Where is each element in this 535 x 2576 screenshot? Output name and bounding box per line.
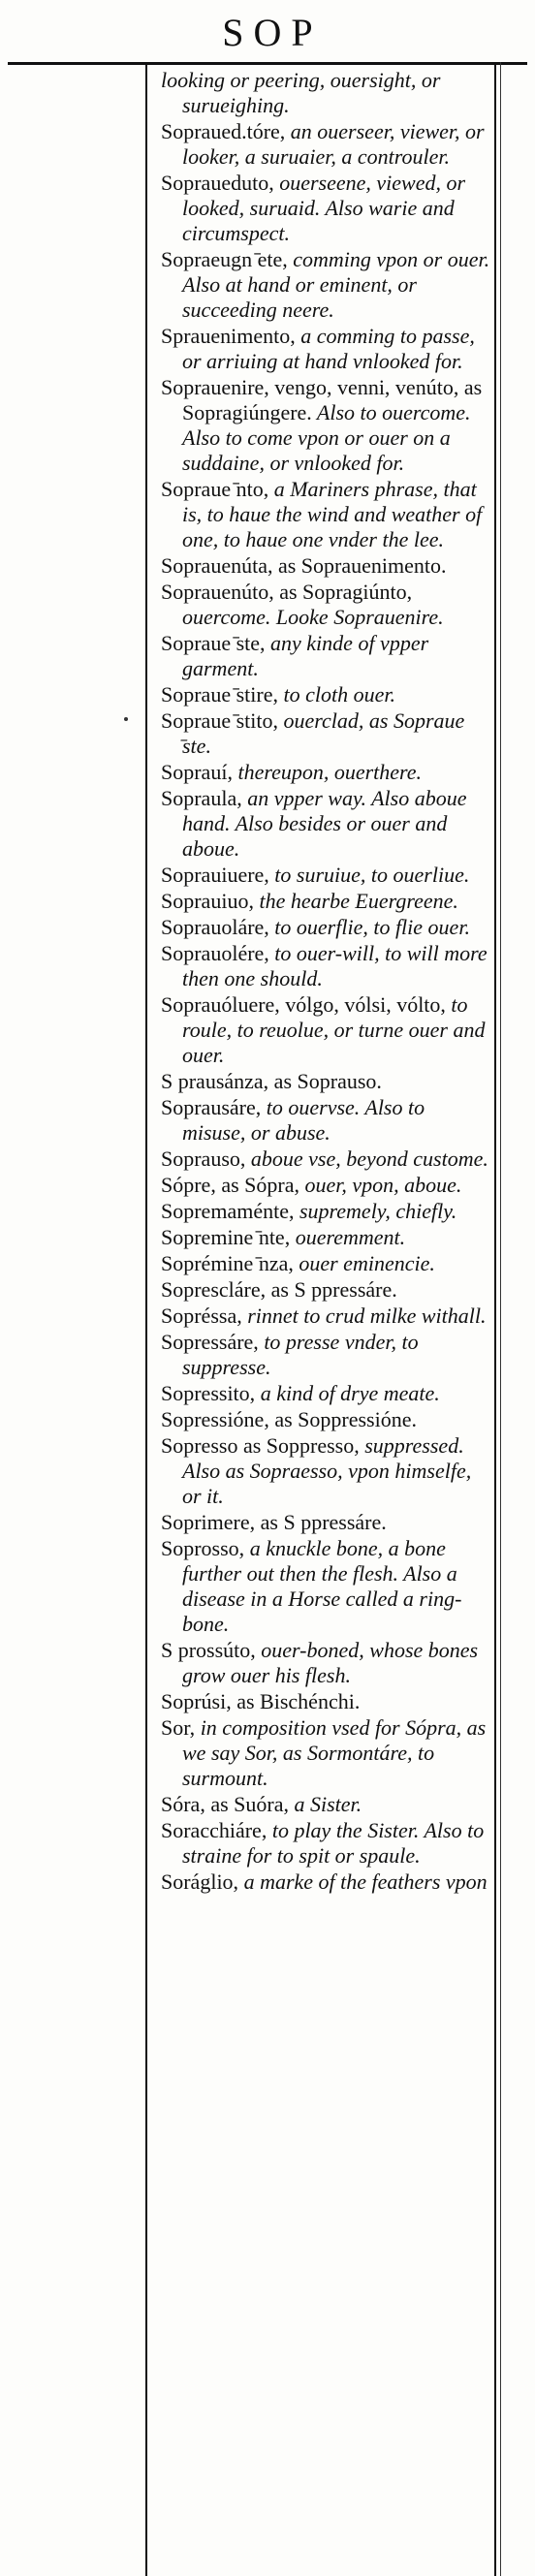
dictionary-entry <box>161 375 490 476</box>
entry-definition: a marke of the feathers vpon <box>238 1869 488 1894</box>
dictionary-entry <box>161 1689 490 1714</box>
dictionary-entry <box>161 1818 490 1869</box>
entry-headword: Sopraue ̄nto, <box>161 477 269 501</box>
entry-definition: ouer-boned, whose bones grow ouer his flesh. <box>182 1638 479 1687</box>
entry-definition: a Sister. <box>288 1792 362 1816</box>
entry-definition: suppressed. Also as Sopraesso, vpon himselfe, or it. <box>182 1433 472 1508</box>
entry-definition: comming vpon or ouer. Also at hand or eminent, or succeeding neere. <box>182 247 490 322</box>
entry-definition: rinnet to crud milke withall. <box>241 1304 487 1328</box>
entry-definition: looking or peering, ouersight, or surueighing. <box>161 68 441 117</box>
entry-headword: Sopressito, <box>161 1381 256 1405</box>
entry-headword: Soprauolére, <box>161 941 269 965</box>
entry-definition: to ouervse. Also to misuse, or abuse. <box>182 1095 425 1145</box>
dictionary-entry <box>161 1251 490 1276</box>
entry-headword: Sor, <box>161 1715 196 1740</box>
entry-headword: Soprauí, <box>161 760 233 784</box>
entry-headword: Sopremaménte, <box>161 1199 295 1223</box>
entry-definition: to roule, to reuolue, or turne ouer and ouer. <box>182 992 486 1067</box>
dictionary-entry <box>161 119 490 170</box>
entry-definition: to cloth ouer. <box>277 682 395 707</box>
dictionary-entry <box>161 477 490 552</box>
entry-headword: Soprúsi, as Bischénchi. <box>161 1689 361 1713</box>
dictionary-entry <box>161 1433 490 1509</box>
entry-definition: to suruiue, to ouerliue. <box>268 863 470 887</box>
dictionary-entry <box>161 247 490 323</box>
entry-list <box>161 68 490 1896</box>
entry-headword: Soprescláre, as S ppressáre. <box>161 1277 397 1302</box>
dictionary-entry <box>161 1277 490 1303</box>
entry-headword: Soprémine ̄nza, <box>161 1251 294 1275</box>
entry-definition: a knuckle bone, a bone further out then the flesh. Also a disease in a Horse called a ring-bone. <box>182 1536 462 1636</box>
dictionary-entry <box>161 553 490 579</box>
right-column-rule-inner <box>500 62 501 2576</box>
entry-headword: Soprauiuere, <box>161 863 269 887</box>
dictionary-entry <box>161 631 490 681</box>
entry-definition: an vpper way. Also aboue hand. Also besides or ouer and aboue. <box>182 786 467 861</box>
entry-headword: Sopraeugn ̄ete, <box>161 247 288 271</box>
dictionary-entry <box>161 1330 490 1380</box>
entry-definition: a kind of drye meate. <box>255 1381 440 1405</box>
entry-definition: supremely, chiefly. <box>294 1199 457 1223</box>
dictionary-entry <box>161 1095 490 1146</box>
dictionary-entry <box>161 1147 490 1172</box>
entry-definition: to ouerflie, to flie ouer. <box>268 915 470 939</box>
entry-definition: ouercome. Looke Soprauenire. <box>182 605 444 629</box>
entry-headword: Soprauoláre, <box>161 915 269 939</box>
entry-definition: to ouer-will, to will more then one should. <box>182 941 488 990</box>
dictionary-entry <box>161 580 490 630</box>
entry-headword: Sopraue ̄stire, <box>161 682 278 707</box>
dictionary-entry <box>161 68 490 118</box>
entry-headword: Sopraue ̄ste, <box>161 631 266 655</box>
dictionary-entry <box>161 941 490 991</box>
dictionary-entry <box>161 1173 490 1198</box>
entry-headword: Soráglio, <box>161 1869 239 1894</box>
entry-headword: Sopraula, <box>161 786 242 810</box>
entry-definition: ouerseene, viewed, or looked, suruaid. Also warie and circumspect. <box>182 171 466 245</box>
entry-headword: Soprauenúto, as Sopragiúnto, <box>161 580 413 604</box>
dictionary-entry <box>161 171 490 246</box>
dictionary-entry <box>161 1510 490 1535</box>
dictionary-entry <box>161 786 490 862</box>
entry-headword: Soprausáre, <box>161 1095 262 1119</box>
entry-definition: ouerclad, as Sopraue ̄ste. <box>182 708 465 758</box>
entry-definition: to presse vnder, to suppresse. <box>182 1330 419 1379</box>
entry-definition: aboue vse, beyond custome. <box>245 1147 488 1171</box>
entry-definition: ouer eminencie. <box>293 1251 435 1275</box>
entry-definition: to play the Sister. Also to straine for to spit or spaule. <box>182 1818 485 1868</box>
dictionary-entry <box>161 1869 490 1895</box>
dictionary-entry <box>161 324 490 374</box>
entry-definition: ouer, vpon, aboue. <box>299 1173 462 1197</box>
entry-definition: a comming to passe, or arriuing at hand vnlooked for. <box>182 324 475 373</box>
dictionary-entry <box>161 1225 490 1250</box>
entry-headword: Sopressáre, <box>161 1330 259 1354</box>
entry-definition: any kinde of vpper garment. <box>182 631 429 680</box>
entry-headword: Sopraue ̄stito, <box>161 708 278 733</box>
entry-headword: Sopressióne, as Soppressióne. <box>161 1407 417 1431</box>
entry-definition: thereupon, ouerthere. <box>232 760 423 784</box>
entry-headword: Sopremine ̄nte, <box>161 1225 291 1249</box>
entry-definition: the hearbe Euergreene. <box>253 889 458 913</box>
entry-definition: an ouerseer, viewer, or looker, a suruaier, a controuler. <box>182 119 485 169</box>
entry-headword: S prossúto, <box>161 1638 256 1662</box>
dictionary-entry <box>161 889 490 914</box>
dictionary-entry <box>161 1069 490 1094</box>
dictionary-entry <box>161 760 490 785</box>
left-column-rule <box>145 62 147 2576</box>
entry-headword: Sopraueduto, <box>161 171 274 195</box>
entry-headword: Soprauiuo, <box>161 889 254 913</box>
page-header: S O P <box>222 11 313 54</box>
entry-headword: Sopréssa, <box>161 1304 242 1328</box>
dictionary-entry <box>161 1407 490 1432</box>
entry-headword: Soprimere, as S ppressáre. <box>161 1510 387 1534</box>
dictionary-entry <box>161 682 490 707</box>
dictionary-entry <box>161 1638 490 1688</box>
dictionary-entry <box>161 915 490 940</box>
entry-headword: Soracchiáre, <box>161 1818 268 1842</box>
dictionary-entry <box>161 708 490 759</box>
dictionary-entry <box>161 1199 490 1224</box>
entry-headword: Soprosso, <box>161 1536 245 1560</box>
dictionary-entry <box>161 1381 490 1406</box>
entry-headword: Soprauso, <box>161 1147 246 1171</box>
ink-speck <box>124 717 128 721</box>
dictionary-entry <box>161 992 490 1068</box>
dictionary-entry <box>161 1792 490 1817</box>
dictionary-entry <box>161 1715 490 1791</box>
entry-definition: in composition vsed for Sópra, as we say Sor, as Sormontáre, to surmount. <box>182 1715 487 1790</box>
entry-headword: S prausánza, as Soprauso. <box>161 1069 382 1093</box>
header-rule <box>8 62 527 65</box>
entry-headword: Sopresso as Soppresso, <box>161 1433 360 1458</box>
right-column-rule <box>494 62 496 2576</box>
entry-headword: Sopraued.tóre, <box>161 119 286 143</box>
entry-definition: oueremment. <box>290 1225 406 1249</box>
dictionary-entry <box>161 1304 490 1329</box>
entry-headword: Sópre, as Sópra, <box>161 1173 299 1197</box>
entry-headword: Soprauóluere, vólgo, vólsi, vólto, <box>161 992 446 1017</box>
entry-definition: a Mariners phrase, that is, to haue the wind and weather of one, to haue one vnder the lee. <box>182 477 483 551</box>
entry-headword: Soprauenire, vengo, venni, venúto, as Sopragiúngere. <box>161 375 483 424</box>
entry-headword: Sóra, as Suóra, <box>161 1792 289 1816</box>
dictionary-entry <box>161 1536 490 1637</box>
entry-headword: Soprauenúta, as Soprauenimento. <box>161 553 447 578</box>
entry-definition: Also to ouercome. Also to come vpon or ouer on a suddaine, or vnlooked for. <box>182 400 471 475</box>
dictionary-entry <box>161 863 490 888</box>
entry-headword: Sprauenimento, <box>161 324 296 348</box>
